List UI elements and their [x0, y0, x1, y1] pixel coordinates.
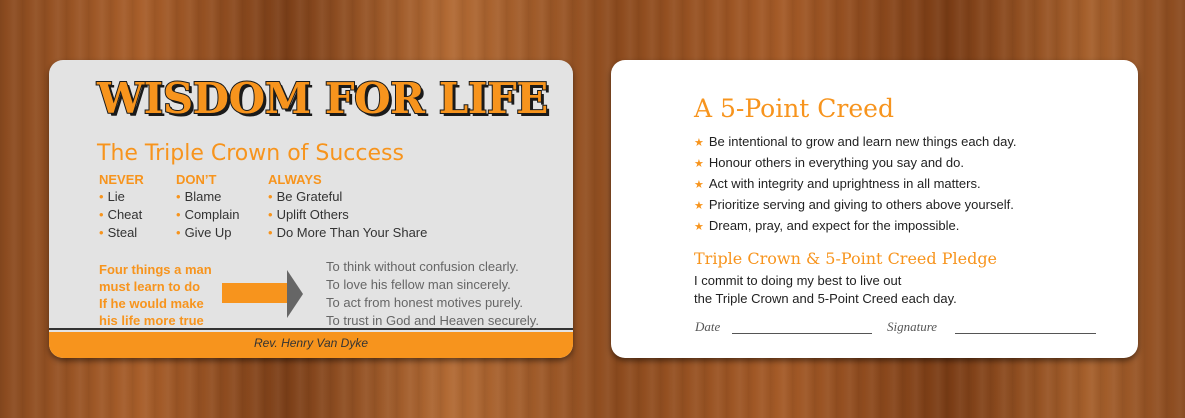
poem-line: To trust in God and Heaven securely.	[326, 313, 539, 328]
four-things-line: his life more true	[99, 313, 204, 328]
four-things-line: If he would make	[99, 296, 204, 311]
column-dont	[176, 172, 239, 243]
bullet-icon: •	[99, 225, 104, 240]
date-label: Date	[695, 319, 721, 334]
front-card	[49, 60, 573, 358]
signature-field[interactable]	[955, 333, 1096, 334]
list-item: ★ Act with integrity and uprightness in all matters.	[694, 176, 981, 191]
divider	[49, 328, 573, 330]
list-item: • Cheat	[99, 207, 143, 222]
list-item: ★ Honour others in everything you say and do.	[694, 155, 964, 170]
poem-line: To love his fellow man sincerely.	[326, 277, 511, 292]
bullet-icon: •	[268, 207, 273, 222]
list-item: • Complain	[176, 207, 240, 222]
list-item: • Be Grateful	[268, 189, 343, 204]
column-always	[268, 172, 427, 243]
pledge-text	[694, 272, 957, 308]
author-footer: Rev. Henry Van Dyke	[49, 332, 573, 358]
column-heading: ALWAYS	[268, 172, 322, 187]
star-icon: ★	[694, 179, 704, 191]
arrow-shaft	[222, 283, 292, 303]
signature-label: Signature	[887, 319, 938, 334]
arrow-right-icon	[287, 270, 303, 318]
pledge-line: the Triple Crown and 5-Point Creed each day.	[694, 291, 957, 306]
list-item: ★ Prioritize serving and giving to others above yourself.	[694, 197, 1014, 212]
column-never	[99, 172, 144, 243]
bullet-icon: •	[176, 225, 181, 240]
column-heading: DON’T	[176, 172, 217, 187]
four-things-line: must learn to do	[99, 279, 201, 294]
column-heading: NEVER	[99, 172, 144, 187]
back-card	[611, 60, 1138, 358]
bullet-icon: •	[176, 189, 181, 204]
four-things-line: Four things a man	[99, 262, 212, 277]
list-item: • Blame	[176, 189, 222, 204]
card-title: WISDOM FOR LIFE	[97, 74, 548, 123]
poem-line: To think without confusion clearly.	[326, 259, 519, 274]
list-item: • Steal	[99, 225, 138, 240]
list-item: ★ Be intentional to grow and learn new things each day.	[694, 134, 1017, 149]
poem-line: To act from honest motives purely.	[326, 295, 524, 310]
star-icon: ★	[694, 158, 704, 170]
poem	[326, 258, 539, 330]
date-field[interactable]	[732, 333, 872, 334]
bullet-icon: •	[99, 207, 104, 222]
pledge-title: Triple Crown & 5-Point Creed Pledge	[694, 249, 998, 268]
four-things-text	[99, 261, 229, 329]
bullet-icon: •	[176, 207, 181, 222]
pledge-line: I commit to doing my best to live out	[694, 273, 902, 288]
bullet-icon: •	[268, 189, 273, 204]
list-item: • Give Up	[176, 225, 232, 240]
creed-title: A 5-Point Creed	[694, 94, 894, 123]
bullet-icon: •	[268, 225, 273, 240]
star-icon: ★	[694, 137, 704, 149]
creed-list	[694, 134, 1017, 239]
list-item: • Do More Than Your Share	[268, 225, 428, 240]
card-subtitle: The Triple Crown of Success	[97, 141, 404, 166]
list-item: ★ Dream, pray, and expect for the impossible.	[694, 218, 960, 233]
star-icon: ★	[694, 221, 704, 233]
list-item: • Lie	[99, 189, 125, 204]
list-item: • Uplift Others	[268, 207, 349, 222]
bullet-icon: •	[99, 189, 104, 204]
star-icon: ★	[694, 200, 704, 212]
